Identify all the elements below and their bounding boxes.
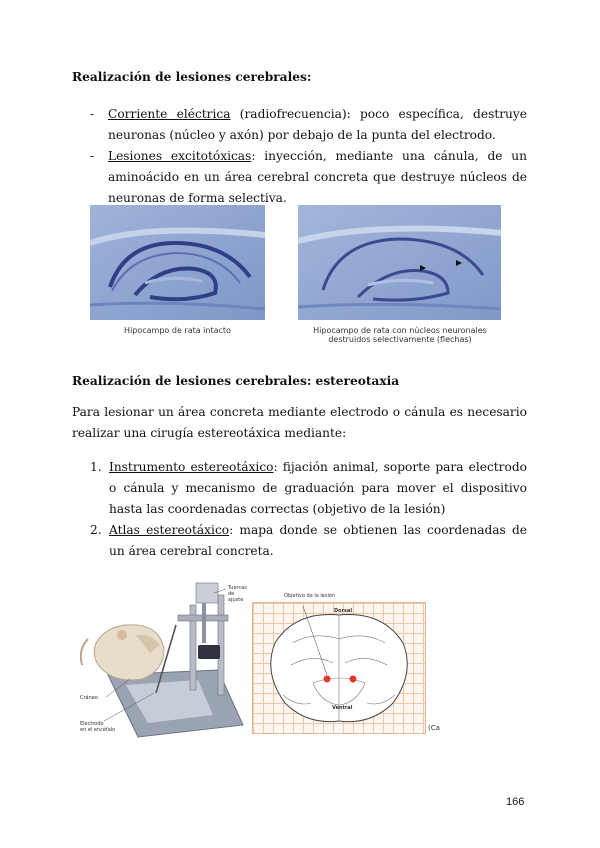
label-line: Electrodo <box>80 721 104 727</box>
section-heading-lesiones: Realización de lesiones cerebrales: <box>72 70 312 84</box>
list-item <box>90 457 527 520</box>
section-heading-estereotaxia: Realización de lesiones cerebrales: estereotaxia <box>72 374 400 388</box>
item-text <box>109 457 527 520</box>
hippocampus-lesioned-image <box>298 205 501 320</box>
figure-caption-intact: Hipocampo de rata intacto <box>124 326 231 335</box>
bullet-text <box>104 104 527 146</box>
hippocampus-intact-image <box>90 205 265 320</box>
list-item <box>90 104 527 146</box>
stereotaxic-atlas-map <box>252 602 426 734</box>
item-number: 1. <box>90 460 102 474</box>
definition: : inyección, mediante una cánula, de un aminoácido en un área cerebral concreta que destruye núcleos de neuronas de forma selectiva. <box>108 149 527 205</box>
list-item <box>90 520 527 562</box>
bullet-marker: - <box>90 149 95 163</box>
intro-paragraph: Para lesionar un área concreta mediante electrodo o cánula es necesario realizar una cirugía estereotáxica mediante: <box>72 405 527 440</box>
label-line: Tuercas <box>228 585 247 591</box>
item-number: 2. <box>90 523 102 537</box>
definition: : mapa donde se obtienen las coordenadas de un área cerebral concreta. <box>109 523 527 558</box>
figure-source-note: (Ca <box>428 724 440 732</box>
figure-caption-lesioned <box>290 326 510 344</box>
term: Instrumento estereotáxico <box>109 460 274 474</box>
term: Corriente eléctrica <box>108 107 231 121</box>
item-text <box>109 520 527 562</box>
label-line: en el encéfalo <box>80 727 116 733</box>
bullet-list <box>90 104 527 209</box>
label-ventral: Ventral <box>332 705 353 711</box>
bullet-marker: - <box>90 107 95 121</box>
label-electrodo <box>80 721 115 733</box>
page-number: 166 <box>506 796 525 808</box>
caption-line: Hipocampo de rata con núcleos neuronales <box>313 326 487 335</box>
label-craneo: Cráneo <box>80 695 98 701</box>
term: Atlas estereotáxico <box>109 523 230 537</box>
label-line: de ajuste <box>228 591 244 603</box>
stereotaxic-instrument-illustration <box>78 575 250 740</box>
definition: : fijación animal, soporte para electrodo o cánula y mecanismo de graduación para mover el dispositivo hasta las coordenadas correctas (objetivo de la lesión) <box>109 460 527 516</box>
label-objetivo-lesion: Objetivo de la lesión <box>284 593 336 599</box>
label-dorsal: Dorsal <box>334 608 353 614</box>
list-item <box>90 146 527 209</box>
label-tuercas <box>228 585 250 603</box>
definition: (radiofrecuencia): poco específica, destruye neuronas (núcleo y axón) por debajo de la punta del electrodo. <box>108 107 527 142</box>
caption-line: destruidos selectivamente (flechas) <box>328 335 472 344</box>
bullet-text <box>104 146 527 209</box>
term: Lesiones excitotóxicas <box>108 149 252 163</box>
numbered-list <box>90 457 527 562</box>
